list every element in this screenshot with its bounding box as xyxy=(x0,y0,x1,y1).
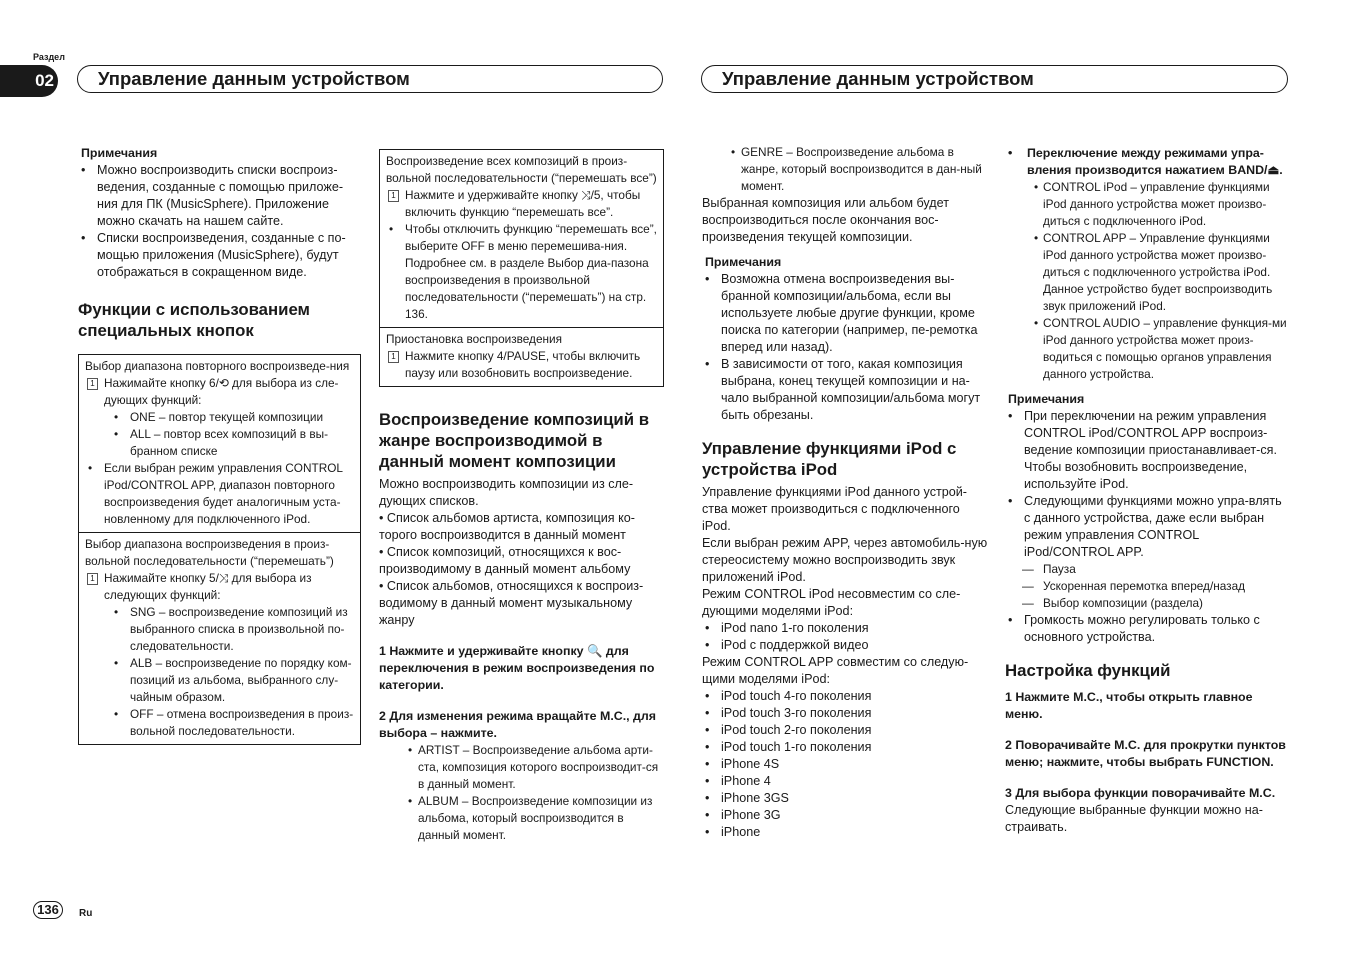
notes-title: Примечания xyxy=(705,255,782,269)
row-title: Выбор диапазона воспроизведения в произ-вольной последовательности (“перемешать”) xyxy=(85,537,334,568)
table-row xyxy=(380,150,663,327)
step-marker: 1 xyxy=(388,190,399,202)
section-heading: Настройка функций xyxy=(1005,661,1171,680)
section-number-badge xyxy=(0,65,58,97)
list-item: • Следующими функциями можно упра-влять с данного устройства, даже если выбран режим управления CONTROL iPod/CONTROL APP. xyxy=(1005,493,1290,561)
list-item: — Выбор композиции (раздела) xyxy=(1005,595,1290,612)
list-item: • iPod touch 3-го поколения xyxy=(702,705,988,722)
list-item: • Чтобы отключить функцию “перемешать все”, выберите OFF в меню перемешива-ния. Подробнее см. в разделе Выбор диа-пазона воспроизведения в произвольной последовательности (“перемешать”) на стр. 136. xyxy=(386,221,657,323)
list-item: • ALB – воспроизведение по порядку ком-позиций из альбома, выбранного слу-чайным образом. xyxy=(85,655,354,706)
column-3 xyxy=(702,144,988,841)
row-title: Выбор диапазона повторного воспроизведе-ния xyxy=(85,359,350,373)
list-item: • Списки воспроизведения, созданные с по-мощью приложения (MusicSphere), будут отображаться в сокращенном виде. xyxy=(78,230,362,281)
list-item: • iPhone 4S xyxy=(702,756,988,773)
step xyxy=(386,348,657,382)
list-item: • iPhone 3G xyxy=(702,807,988,824)
list-item: • CONTROL iPod – управление функциями iPod данного устройства может произво-диться с подключенного iPod. xyxy=(1005,179,1290,230)
list-item: • ALL – повтор всех композиций в вы-бранном списке xyxy=(85,426,354,460)
notes-title: Примечания xyxy=(1008,392,1085,406)
section-heading: Управление функциями iPod с устройства iPod xyxy=(702,439,957,479)
list-item: — Пауза xyxy=(1005,561,1290,578)
list-item: • ONE – повтор текущей композиции xyxy=(85,409,354,426)
page-title-right: Управление данным устройством xyxy=(701,65,1288,93)
function-table-continued xyxy=(379,149,664,387)
intro-line: • Список альбомов артиста, композиция ко-торого воспроизводится в данный момент xyxy=(379,511,635,542)
paragraph: Управление функциями iPod данного устрой-ства может производиться с подключенного iPod. xyxy=(702,485,967,533)
list-item: • При переключении на режим управления CONTROL iPod/CONTROL APP воспроиз-ведение композиции приостанавливает-ся. Чтобы возобновить воспроизведение, используйте iPod. xyxy=(1005,408,1290,493)
list-item: • iPhone 4 xyxy=(702,773,988,790)
notes-title: Примечания xyxy=(81,146,158,160)
intro-line: Можно воспроизводить композиции из сле-дующих списков. xyxy=(379,477,634,508)
language-code: Ru xyxy=(79,908,93,919)
table-row xyxy=(380,327,663,386)
list-item: • В зависимости от того, какая композиция выбрана, конец текущей композиции и на-чало выбранной композиции/альбома могут быть обрезаны. xyxy=(702,356,988,424)
step-marker: 1 xyxy=(388,351,399,363)
list-item: • CONTROL APP – Управление функциями iPod данного устройства может произво-диться с подключенного устройства iPod. Данное устройство будет воспроизводить звук приложений iPod. xyxy=(1005,230,1290,315)
table-row xyxy=(79,532,360,744)
list-item: • iPod nano 1-го поколения xyxy=(702,620,988,637)
step-text: Нажмите кнопку 4/PAUSE, чтобы включить паузу или возобновить воспроизведение. xyxy=(405,349,641,380)
step-1: 1 Нажмите M.C., чтобы открыть главное меню. xyxy=(1005,690,1253,721)
row-title: Приостановка воспроизведения xyxy=(386,332,562,346)
list-item: • ALBUM – Воспроизведение композиции из альбома, который воспроизводится в данный момент. xyxy=(379,793,664,844)
list-item: • CONTROL AUDIO – управление функция-ми iPod данного устройства может произ-водиться с помощью органов управления данного устройства. xyxy=(1005,315,1290,383)
row-title: Воспроизведение всех композиций в произ-вольной последовательности (“перемешать все”) xyxy=(386,154,657,185)
step-marker: 1 xyxy=(87,573,98,585)
step-marker: 1 xyxy=(87,378,98,390)
section-heading: Функции с использованием специальных кнопок xyxy=(78,300,310,340)
list-item: • GENRE – Воспроизведение альбома в жанре, который воспроизводится в дан-ный момент. xyxy=(702,144,988,195)
step xyxy=(85,570,354,604)
list-item: • OFF – отмена воспроизведения в произ-вольной последовательности. xyxy=(85,706,354,740)
paragraph: Если выбран режим APP, через автомобиль-ную стереосистему можно воспроизводить звук приложений iPod. xyxy=(702,536,988,584)
list-item: • iPod с поддержкой видео xyxy=(702,637,988,654)
step-text: Нажимайте кнопку 5/⤨ для выбора из следующих функций: xyxy=(104,571,312,602)
list-item: • iPod touch 2-го поколения xyxy=(702,722,988,739)
intro-line: • Список альбомов, относящихся к воспроиз-водимому в данный момент музыкальному жанру xyxy=(379,579,644,627)
step xyxy=(386,187,657,221)
list-item: • SNG – воспроизведение композиций из выбранного списка в произвольной по-следовательности. xyxy=(85,604,354,655)
step-text: Нажимайте кнопку 6/⟲ для выбора из сле-дующих функций: xyxy=(104,376,339,407)
section-number: 02 xyxy=(35,71,54,90)
list-item: • iPod touch 1-го поколения xyxy=(702,739,988,756)
paragraph: Следующие выбранные функции можно на-страивать. xyxy=(1005,803,1263,834)
column-2 xyxy=(379,149,664,844)
notes-list xyxy=(78,162,362,281)
paragraph: Выбранная композиция или альбом будет воспроизводиться после окончания вос-произведения текущей композиции. xyxy=(702,196,949,244)
list-item: • Возможна отмена воспроизведения вы-бранной композиции/альбома, если вы используете любые другие функции, кроме поиска по категории (например, пе-ремотка вперед или назад). xyxy=(702,271,988,356)
page-number: 136 xyxy=(33,901,63,919)
paragraph: Режим CONTROL APP совместим со следую-щими моделями iPod: xyxy=(702,655,969,686)
list-item: • Переключение между режимами упра-вления производится нажатием BAND/⏏. xyxy=(1005,145,1290,179)
column-4 xyxy=(1005,145,1290,836)
list-item: • iPhone xyxy=(702,824,988,841)
section-heading: Воспроизведение композиций в жанре воспроизводимой в данный момент композиции xyxy=(379,410,650,471)
function-table xyxy=(78,354,361,745)
intro-line: • Список композиций, относящихся к вос-производимому в данный момент альбому xyxy=(379,545,631,576)
list-item: • iPod touch 4-го поколения xyxy=(702,688,988,705)
list-item: • Можно воспроизводить списки воспроиз-ведения, созданные с помощью приложе-ния для ПК (MusicSphere). Приложение можно скачать на нашем сайте. xyxy=(78,162,362,230)
list-item: • Громкость можно регулировать только с основного устройства. xyxy=(1005,612,1290,646)
paragraph: Режим CONTROL iPod несовместим со сле-дующими моделями iPod: xyxy=(702,587,961,618)
step xyxy=(85,375,354,409)
list-item: • ARTIST – Воспроизведение альбома арти-ста, композиция которого воспроизводит-ся в данный момент. xyxy=(379,742,664,793)
list-item: — Ускоренная перемотка вперед/назад xyxy=(1005,578,1290,595)
list-item: • Если выбран режим управления CONTROL iPod/CONTROL APP, диапазон повторного воспроизведения будет аналогичным уста-новленному для подключенного iPod. xyxy=(85,460,354,528)
table-row xyxy=(79,355,360,532)
step-1: 1 Нажмите и удерживайте кнопку 🔍 для переключения в режим воспроизведения по категории. xyxy=(379,644,655,692)
list-item: • iPhone 3GS xyxy=(702,790,988,807)
column-1 xyxy=(78,145,362,745)
section-label: Раздел xyxy=(33,52,65,62)
step-text: Нажмите и удерживайте кнопку ⤨/5, чтобы включить функцию “перемешать все”. xyxy=(405,188,641,219)
page-title-left: Управление данным устройством xyxy=(77,65,663,93)
step-3: 3 Для выбора функции поворачивайте M.C. xyxy=(1005,786,1276,800)
step-2: 2 Поворачивайте M.C. для прокрутки пунктов меню; нажмите, чтобы выбрать FUNCTION. xyxy=(1005,738,1286,769)
step-2: 2 Для изменения режима вращайте M.C., для выбора – нажмите. xyxy=(379,709,657,740)
